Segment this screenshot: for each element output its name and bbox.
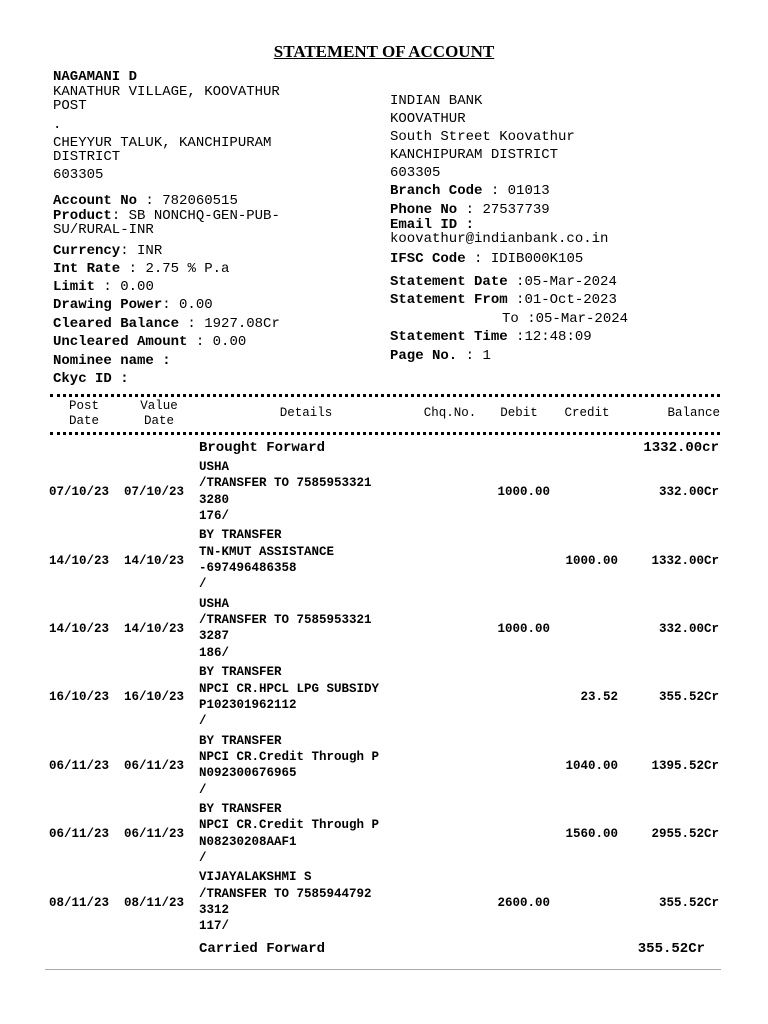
post-date: 14/10/23 [49,553,110,568]
detail-line: 3287 [199,629,230,644]
col-credit: Credit [564,406,610,420]
uncleared-amount-field: Uncleared Amount : 0.00 [53,334,247,350]
post-date: 06/11/23 [49,758,110,773]
brought-forward-amount: 1332.00cr [643,440,719,456]
post-date: 14/10/23 [49,622,110,637]
value-date: 06/11/23 [124,827,185,842]
detail-line: BY TRANSFER [199,665,282,680]
post-date: 08/11/23 [49,895,110,910]
bank-address-3: South Street Koovathur [390,129,575,145]
col-value-date: Value Date [140,399,178,428]
col-balance: Balance [667,406,720,420]
detail-line: / [199,577,207,592]
statement-to-field: To :05-Mar-2024 [502,311,629,327]
drawing-power-field: Drawing Power: 0.00 [53,297,213,313]
post-date: 06/11/23 [49,827,110,842]
value-date: 08/11/23 [124,895,185,910]
bank-address-5: 603305 [390,165,441,181]
detail-line: 186/ [199,645,230,660]
detail-line: 117/ [199,919,230,934]
detail-line: 3312 [199,903,230,917]
email-label: Email ID : [390,217,475,233]
detail-line: / [199,782,207,797]
statement-from-field: Statement From :01-Oct-2023 [390,292,617,308]
statement-date-field: Statement Date :05-Mar-2024 [390,274,617,290]
value-date: 14/10/23 [124,553,185,568]
credit-amount: 23.52 [580,690,618,705]
detail-line: BY TRANSFER [199,733,282,748]
currency-field: Currency: INR [53,243,163,259]
detail-line: BY TRANSFER [199,528,282,543]
customer-address-5: DISTRICT [53,149,121,165]
detail-line: -697496486358 [199,561,297,575]
customer-address-1: KANATHUR VILLAGE, KOOVATHUR [53,84,280,100]
phone-field: Phone No : 27537739 [390,202,550,218]
bank-address-4: KANCHIPURAM DISTRICT [390,147,559,163]
bank-address-2: KOOVATHUR [390,111,466,127]
bank-address-1: INDIAN BANK [390,93,483,109]
detail-line: BY TRANSFER [199,802,282,816]
detail-line: /TRANSFER TO 7585953321 [199,476,372,491]
detail-line: USHA [199,596,230,611]
detail-line: /TRANSFER TO 7585944792 [199,886,372,901]
debit-amount: 1000.00 [497,485,550,500]
page-title: STATEMENT OF ACCOUNT [273,42,495,61]
credit-amount: 1040.00 [565,758,618,773]
brought-forward-label: Brought Forward [199,440,326,456]
detail-line: TN-KMUT ASSISTANCE [199,544,335,559]
detail-line: / [199,850,207,865]
statement-time-field: Statement Time :12:48:09 [390,329,592,345]
int-rate-field: Int Rate : 2.75 % P.a [53,261,230,277]
col-debit: Debit [500,406,538,420]
carried-forward-label: Carried Forward [199,941,326,957]
detail-line: USHA [199,460,230,474]
post-date: 07/10/23 [49,485,110,500]
credit-amount: 1560.00 [565,827,618,842]
email-value: koovathur@indianbank.co.in [390,231,609,247]
post-date: 16/10/23 [49,690,110,705]
detail-line: 176/ [199,508,230,523]
cleared-balance-field: Cleared Balance : 1927.08Cr [53,316,280,332]
product-field: Product: SB NONCHQ-GEN-PUB- [53,208,280,224]
customer-address-3: . [53,117,62,133]
header-top-rule [50,394,720,397]
limit-field: Limit : 0.00 [53,279,154,295]
branch-code-field: Branch Code : 01013 [390,183,550,199]
detail-line: N092300676965 [199,766,297,781]
debit-amount: 1000.00 [497,622,550,637]
balance-amount: 355.52Cr [658,690,719,705]
carried-forward-amount: 355.52Cr [637,941,705,957]
balance-amount: 355.52Cr [658,895,719,910]
value-date: 14/10/23 [124,622,185,637]
credit-amount: 1000.00 [565,553,618,568]
value-date: 16/10/23 [124,690,185,705]
customer-address-6: 603305 [53,167,104,183]
detail-line: 3280 [199,492,230,507]
ckyc-field: Ckyc ID : [53,371,129,387]
detail-line: /TRANSFER TO 7585953321 [199,613,372,628]
footer-rule [45,969,721,970]
detail-line: VIJAYALAKSHMI S [199,870,312,885]
customer-name: NAGAMANI D [53,69,138,85]
detail-line: NPCI CR.HPCL LPG SUBSIDY [199,681,380,696]
col-post-date: Post Date [68,399,99,428]
nominee-field: Nominee name : [53,353,171,369]
value-date: 07/10/23 [124,485,185,500]
customer-address-2: POST [53,98,87,114]
balance-amount: 1332.00Cr [651,553,719,568]
detail-line: P102301962112 [199,697,297,712]
page-no-field: Page No. : 1 [390,348,491,364]
balance-amount: 332.00Cr [658,485,719,500]
product-field-line2: SU/RURAL-INR [53,222,154,238]
header-bottom-rule [50,432,720,435]
value-date: 06/11/23 [124,758,185,773]
col-details: Details [279,406,333,420]
debit-amount: 2600.00 [497,895,550,910]
detail-line: / [199,714,207,729]
detail-line: NPCI CR.Credit Through P [199,818,380,833]
customer-address-4: CHEYYUR TALUK, KANCHIPURAM [53,135,272,151]
balance-amount: 1395.52Cr [651,758,719,773]
detail-line: NPCI CR.Credit Through P [199,749,380,764]
ifsc-field: IFSC Code : IDIB000K105 [390,251,584,267]
detail-line: N08230208AAF1 [199,834,297,849]
account-no-field: Account No : 782060515 [53,193,238,209]
balance-amount: 2955.52Cr [651,827,719,842]
balance-amount: 332.00Cr [658,622,719,637]
col-chq-no: Chq.No. [423,406,477,420]
